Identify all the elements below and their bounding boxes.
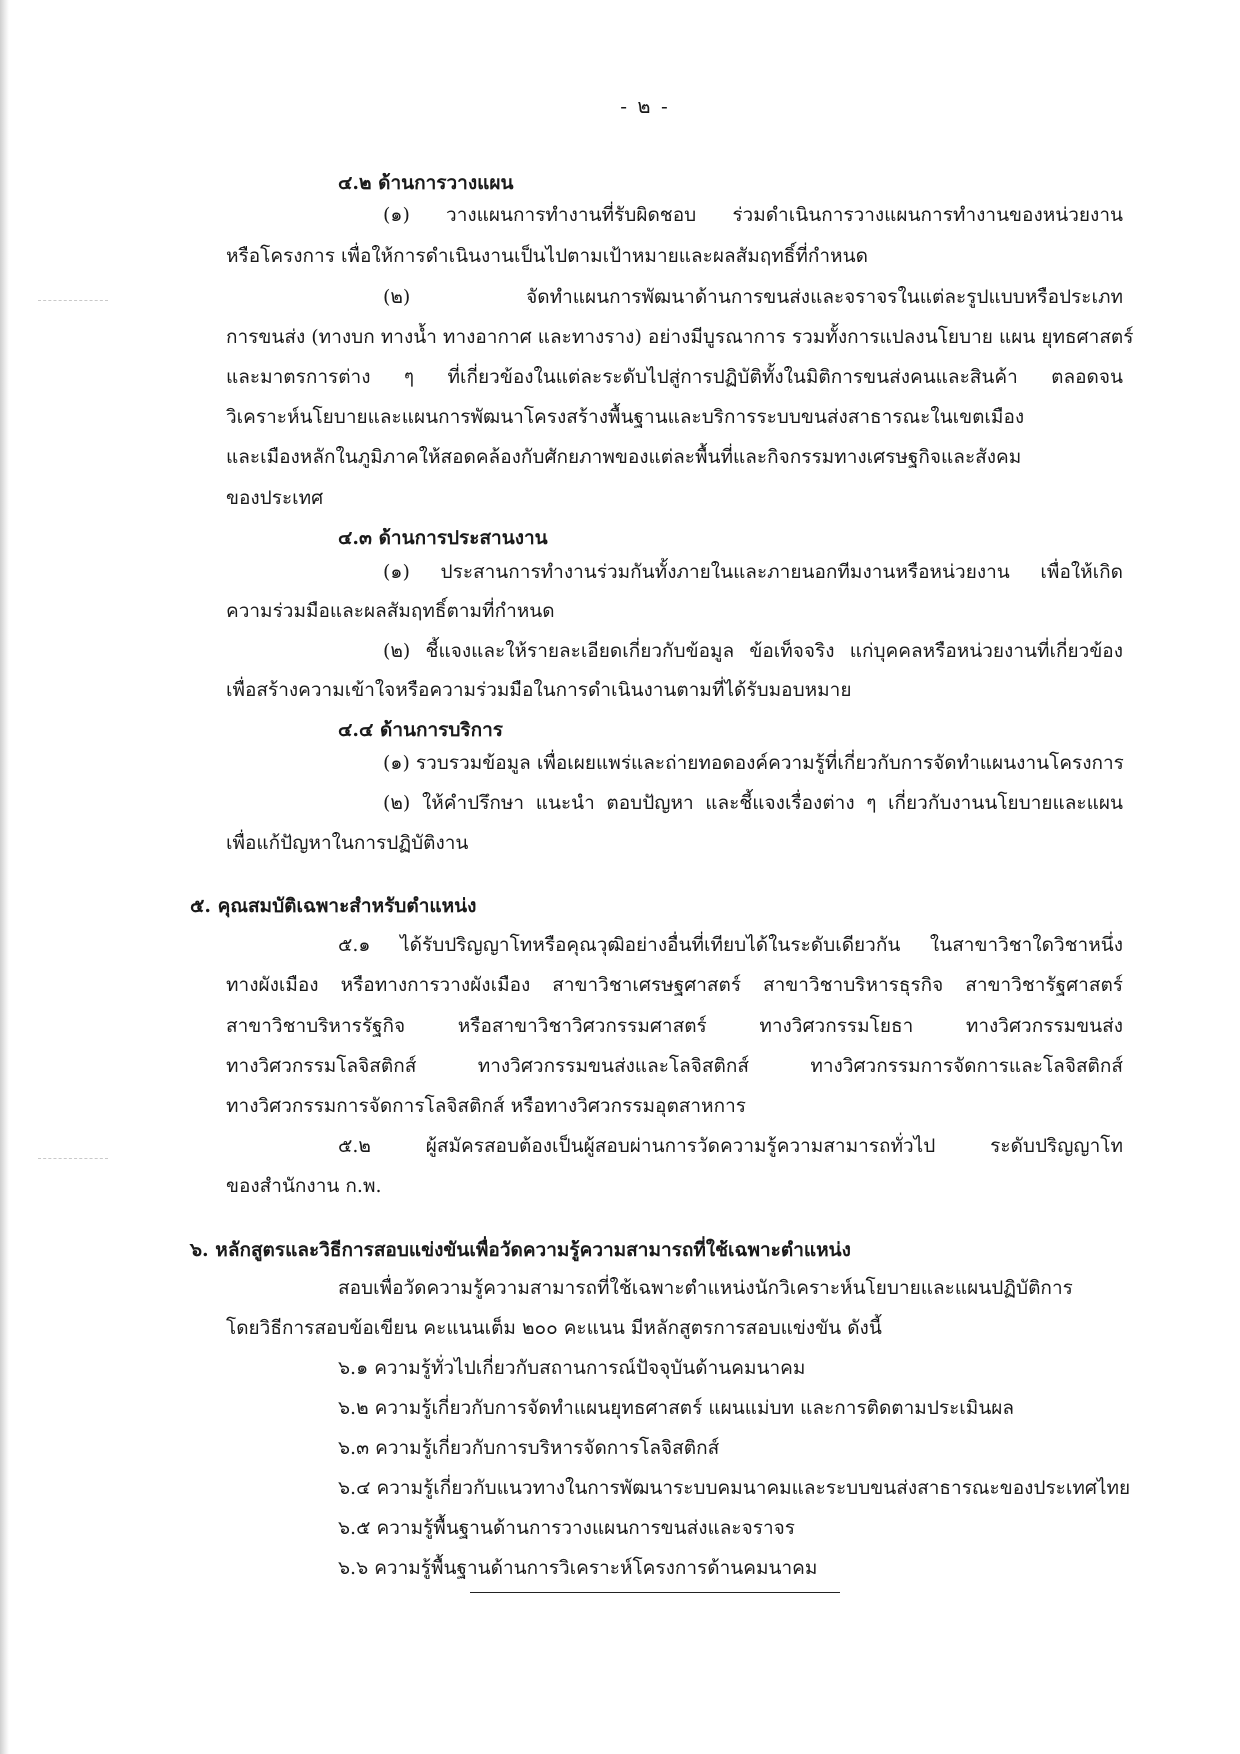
list-item: ๖.๒ ความรู้เกี่ยวกับการจัดทำแผนยุทธศาสตร์ แผนแม่บท และการติดตามประเมินผล <box>338 1397 1015 1419</box>
list-item: ๖.๔ ความรู้เกี่ยวกับแนวทางในการพัฒนาระบบคมนาคมและระบบขนส่งสาธารณะของประเทศไทย <box>338 1477 1131 1499</box>
text-line: ของสำนักงาน ก.พ. <box>226 1175 382 1197</box>
section-heading-5: ๕. คุณสมบัติเฉพาะสำหรับตำแหน่ง <box>190 895 477 917</box>
text-line: (๒) ให้คำปรึกษา แนะนำ ตอบปัญหา และชี้แจงเรื่องต่าง ๆ เกี่ยวกับงานนโยบายและแผน <box>383 792 1123 814</box>
margin-mark <box>38 1158 108 1159</box>
text-line: (๑) ประสานการทำงานร่วมกันทั้งภายในและภายนอกทีมงานหรือหน่วยงาน เพื่อให้เกิด <box>383 561 1123 583</box>
text-line: เพื่อแก้ปัญหาในการปฏิบัติงาน <box>226 832 469 854</box>
section-heading-4-4: ๔.๔ ด้านการบริการ <box>338 719 504 741</box>
text-line: และมาตรการต่าง ๆ ที่เกี่ยวข้องในแต่ละระดับไปสู่การปฏิบัติทั้งในมิติการขนส่งคนและสินค้า ตลอดจน <box>226 366 1123 388</box>
text-line: หรือโครงการ เพื่อให้การดำเนินงานเป็นไปตามเป้าหมายและผลสัมฤทธิ์ที่กำหนด <box>226 245 868 267</box>
text-line: ของประเทศ <box>226 487 324 509</box>
text-line: เพื่อสร้างความเข้าใจหรือความร่วมมือในการดำเนินงานตามที่ได้รับมอบหมาย <box>226 679 852 701</box>
list-item: ๖.๕ ความรู้พื้นฐานด้านการวางแผนการขนส่งและจราจร <box>338 1517 795 1539</box>
text-line: สาขาวิชาบริหารรัฐกิจ หรือสาขาวิชาวิศวกรรมศาสตร์ ทางวิศวกรรมโยธา ทางวิศวกรรมขนส่ง <box>226 1015 1123 1037</box>
text-line: (๒) จัดทำแผนการพัฒนาด้านการขนส่งและจราจรในแต่ละรูปแบบหรือประเภท <box>383 286 1123 308</box>
scan-edge <box>0 0 9 1754</box>
closing-rule <box>470 1592 840 1593</box>
text-line: สอบเพื่อวัดความรู้ความสามารถที่ใช้เฉพาะตำแหน่งนักวิเคราะห์นโยบายและแผนปฏิบัติการ <box>338 1277 1073 1299</box>
margin-mark <box>38 300 108 301</box>
text-line: ทางวิศวกรรมโลจิสติกส์ ทางวิศวกรรมขนส่งและโลจิสติกส์ ทางวิศวกรรมการจัดการและโลจิสติกส์ <box>226 1055 1123 1077</box>
section-heading-4-3: ๔.๓ ด้านการประสานงาน <box>338 527 548 549</box>
text-line: (๑) วางแผนการทำงานที่รับผิดชอบ ร่วมดำเนินการวางแผนการทำงานของหน่วยงาน <box>383 204 1123 226</box>
list-item: ๖.๑ ความรู้ทั่วไปเกี่ยวกับสถานการณ์ปัจจุบันด้านคมนาคม <box>338 1357 806 1379</box>
text-line: ความร่วมมือและผลสัมฤทธิ์ตามที่กำหนด <box>226 600 555 622</box>
text-line: โดยวิธีการสอบข้อเขียน คะแนนเต็ม ๒๐๐ คะแนน มีหลักสูตรการสอบแข่งขัน ดังนี้ <box>226 1317 882 1339</box>
text-line: (๑) รวบรวมข้อมูล เพื่อเผยแพร่และถ่ายทอดองค์ความรู้ที่เกี่ยวกับการจัดทำแผนงานโครงการ <box>383 752 1124 774</box>
section-heading-6: ๖. หลักสูตรและวิธีการสอบแข่งขันเพื่อวัดความรู้ความสามารถที่ใช้เฉพาะตำแหน่ง <box>190 1239 851 1261</box>
page-number: - ๒ - <box>620 94 670 118</box>
text-line: และเมืองหลักในภูมิภาคให้สอดคล้องกับศักยภาพของแต่ละพื้นที่และกิจกรรมทางเศรษฐกิจและสังคม <box>226 446 1022 468</box>
text-line: วิเคราะห์นโยบายและแผนการพัฒนาโครงสร้างพื้นฐานและบริการระบบขนส่งสาธารณะในเขตเมือง <box>226 406 1025 428</box>
list-item: ๖.๓ ความรู้เกี่ยวกับการบริหารจัดการโลจิสติกส์ <box>338 1437 720 1459</box>
list-item: ๖.๖ ความรู้พื้นฐานด้านการวิเคราะห์โครงการด้านคมนาคม <box>338 1557 818 1579</box>
text-line: ทางวิศวกรรมการจัดการโลจิสติกส์ หรือทางวิศวกรรมอุตสาหการ <box>226 1095 746 1117</box>
section-heading-4-2: ๔.๒ ด้านการวางแผน <box>338 172 514 194</box>
text-line: ๕.๒ ผู้สมัครสอบต้องเป็นผู้สอบผ่านการวัดความรู้ความสามารถทั่วไป ระดับปริญญาโท <box>338 1135 1123 1157</box>
text-line: การขนส่ง (ทางบก ทางน้ำ ทางอากาศ และทางราง) อย่างมีบูรณาการ รวมทั้งการแปลงนโยบาย แผน ยุทธศาสตร์ <box>226 326 1134 348</box>
text-line: ๕.๑ ได้รับปริญญาโทหรือคุณวุฒิอย่างอื่นที่เทียบได้ในระดับเดียวกัน ในสาขาวิชาใดวิชาหนึ่ง <box>338 934 1123 956</box>
text-line: ทางผังเมือง หรือทางการวางผังเมือง สาขาวิชาเศรษฐศาสตร์ สาขาวิชาบริหารธุรกิจ สาขาวิชารัฐศาสตร์ <box>226 974 1123 996</box>
text-line: (๒) ชี้แจงและให้รายละเอียดเกี่ยวกับข้อมูล ข้อเท็จจริง แก่บุคคลหรือหน่วยงานที่เกี่ยวข้อง <box>383 640 1123 662</box>
